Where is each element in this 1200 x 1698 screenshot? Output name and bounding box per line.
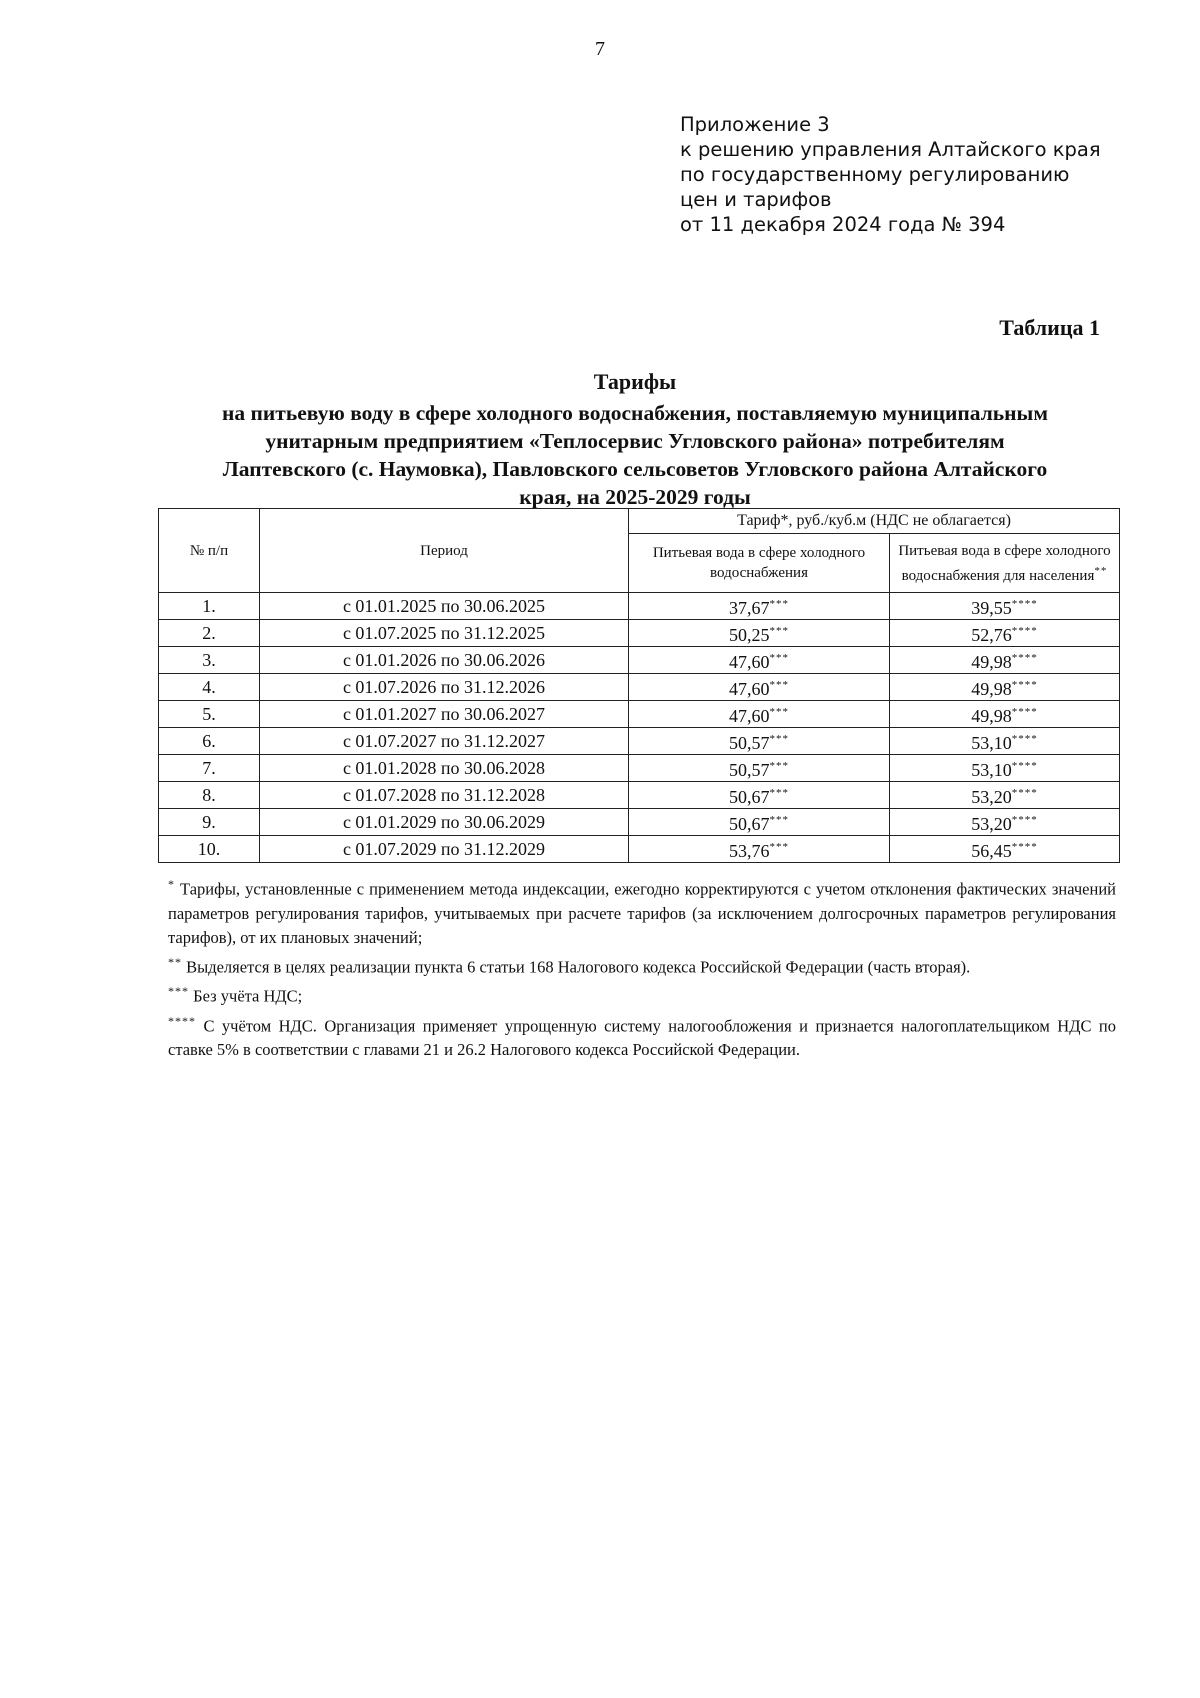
row-tariff-b-value: 49,98 [971,679,1012,699]
row-tariff-b-mark: **** [1011,733,1038,745]
table-row [159,620,1120,647]
row-tariff-b [890,782,1120,809]
row-num-value: 7. [202,758,216,778]
footnote [168,950,1116,980]
row-tariff-a-mark: *** [769,706,789,718]
row-tariff-b [890,647,1120,674]
row-tariff-b-value: 53,20 [971,787,1012,807]
footnotes [168,872,1116,1062]
table-body [159,593,1120,863]
row-num [159,836,260,863]
row-tariff-b [890,701,1120,728]
row-period-value: с 01.01.2027 по 30.06.2027 [342,704,546,724]
row-num-value: 10. [197,839,221,859]
row-tariff-a-mark: *** [769,652,789,664]
title-main: Тарифы [593,369,677,394]
row-tariff-a-value: 47,60 [729,706,770,726]
row-period [260,755,629,782]
appendix-line: Приложение 3 [680,113,830,136]
row-tariff-b-value: 53,20 [971,814,1012,834]
row-period-value: с 01.01.2026 по 30.06.2026 [342,650,546,670]
row-tariff-b-value: 56,45 [971,841,1012,861]
row-tariff-b-value: 49,98 [971,706,1012,726]
row-num-value: 2. [202,623,216,643]
row-tariff-a-value: 53,76 [729,841,770,861]
row-tariff-a [629,782,890,809]
table-row [159,674,1120,701]
row-tariff-b-value: 53,10 [971,733,1012,753]
row-tariff-a [629,755,890,782]
row-tariff-a-value: 50,57 [729,733,770,753]
row-period [260,836,629,863]
row-period-value: с 01.01.2025 по 30.06.2025 [342,596,546,616]
table-label: Таблица 1 [999,315,1100,340]
row-tariff-b-mark: **** [1011,625,1038,637]
table-row [159,647,1120,674]
row-period-value: с 01.01.2028 по 30.06.2028 [342,758,546,778]
row-tariff-b-mark: **** [1011,787,1038,799]
footnote [168,872,1116,950]
row-period [260,593,629,620]
row-tariff-b-mark: **** [1011,841,1038,853]
header-col-b-text: Питьевая вода в сфере холодного водоснабжения для населения [898,542,1111,584]
row-tariff-a-mark: *** [769,733,789,745]
row-tariff-a-value: 47,60 [729,679,770,699]
row-tariff-b [890,809,1120,836]
row-tariff-b [890,593,1120,620]
footnote-text: Выделяется в целях реализации пункта 6 статьи 168 Налогового кодекса Российской Федерации (часть вторая). [182,957,971,976]
title-line: края, на 2025-2029 годы [519,485,751,509]
header-period: Период [260,509,629,593]
table-row [159,836,1120,863]
row-period [260,620,629,647]
row-tariff-a-value: 37,67 [729,598,770,618]
page-number: 7 [595,38,605,60]
row-tariff-b-value: 49,98 [971,652,1012,672]
table-row [159,782,1120,809]
row-tariff-a-value: 50,25 [729,625,770,645]
footnote-mark: *** [168,984,189,998]
header-col-b [890,534,1120,593]
table-row [159,809,1120,836]
row-num [159,809,260,836]
row-num-value: 9. [202,812,216,832]
row-num [159,620,260,647]
row-num [159,782,260,809]
row-tariff-b-value: 52,76 [971,625,1012,645]
appendix-block [680,112,1160,237]
row-tariff-b-mark: **** [1011,679,1038,691]
row-period-value: с 01.07.2029 по 31.12.2029 [342,839,546,859]
title-line: на питьевую воду в сфере холодного водоснабжения, поставляемую муниципальным [222,401,1048,425]
row-num [159,674,260,701]
table-row [159,593,1120,620]
row-period [260,782,629,809]
row-num-value: 6. [202,731,216,751]
footnote [168,1009,1116,1063]
footnote-mark: * [168,877,175,891]
row-tariff-b-mark: **** [1011,760,1038,772]
row-tariff-b [890,755,1120,782]
header-col-a: Питьевая вода в сфере холодного водоснабжения [629,534,890,593]
footnote-mark: ** [168,954,182,969]
row-tariff-a-mark: *** [769,598,789,610]
table-row [159,728,1120,755]
row-num-value: 4. [202,677,216,697]
row-period [260,701,629,728]
row-period-value: с 01.07.2027 по 31.12.2027 [342,731,546,751]
row-tariff-b [890,674,1120,701]
row-tariff-a-value: 50,67 [729,814,770,834]
row-tariff-a-value: 47,60 [729,652,770,672]
appendix-line: к решению управления Алтайского края [680,138,1101,161]
row-period [260,647,629,674]
header-tariff-group: Тариф*, руб./куб.м (НДС не облагается) [629,509,1120,534]
row-tariff-a-mark: *** [769,760,789,772]
header-col-b-mark: ** [1094,564,1108,577]
row-period-value: с 01.07.2028 по 31.12.2028 [342,785,546,805]
footnote-text: Тарифы, установленные с применением метода индексации, ежегодно корректируются с учетом отклонения фактических значений параметров регулирования тарифов, учитываемых при расчете тарифов (за исключением долгосрочных параметров регулирования тарифов), от их плановых значений; [168,879,1116,947]
row-num [159,728,260,755]
row-tariff-b [890,836,1120,863]
row-num [159,755,260,782]
row-tariff-a-mark: *** [769,787,789,799]
document-title [150,368,1120,511]
appendix-line: от 11 декабря 2024 года № 394 [680,213,1006,236]
row-tariff-a [629,620,890,647]
table-row [159,755,1120,782]
tariff-table [158,508,1120,863]
row-tariff-b-value: 39,55 [971,598,1012,618]
row-tariff-b-mark: **** [1011,598,1038,610]
table-row [159,701,1120,728]
row-tariff-a [629,728,890,755]
row-period-value: с 01.07.2026 по 31.12.2026 [342,677,546,697]
title-line: унитарным предприятием «Теплосервис Угловского района» потребителям [265,429,1005,453]
footnote-mark: **** [168,1013,196,1028]
row-tariff-a [629,701,890,728]
row-tariff-a-value: 50,67 [729,787,770,807]
row-tariff-a-value: 50,57 [729,760,770,780]
footnote [168,979,1116,1009]
row-period [260,674,629,701]
row-tariff-b-mark: **** [1011,814,1038,826]
row-tariff-a-mark: *** [769,679,789,691]
row-tariff-a [629,674,890,701]
row-num-value: 8. [202,785,216,805]
row-tariff-a [629,809,890,836]
row-tariff-b-mark: **** [1011,706,1038,718]
row-period [260,809,629,836]
row-tariff-a-mark: *** [769,841,789,853]
row-period-value: с 01.07.2025 по 31.12.2025 [342,623,546,643]
row-num [159,701,260,728]
row-tariff-a-mark: *** [769,625,789,637]
row-num [159,647,260,674]
row-period-value: с 01.01.2029 по 30.06.2029 [342,812,546,832]
row-num-value: 3. [202,650,216,670]
row-tariff-b [890,620,1120,647]
row-tariff-b-value: 53,10 [971,760,1012,780]
row-tariff-b-mark: **** [1011,652,1038,664]
footnote-text: С учётом НДС. Организация применяет упрощенную систему налогообложения и признается налогоплательщиком НДС по ставке 5% в соответствии с главами 21 и 26.2 Налогового кодекса Российской Федерации. [168,1016,1116,1059]
row-num-value: 5. [202,704,216,724]
row-tariff-a [629,593,890,620]
row-tariff-a-mark: *** [769,814,789,826]
row-num [159,593,260,620]
appendix-line: по государственному регулированию [680,163,1070,186]
footnote-text: Без учёта НДС; [189,986,303,1006]
row-num-value: 1. [202,596,216,616]
title-line: Лаптевского (с. Наумовка), Павловского сельсоветов Угловского района Алтайского [222,457,1048,481]
row-period [260,728,629,755]
row-tariff-a [629,836,890,863]
appendix-line: цен и тарифов [680,188,832,211]
row-tariff-a [629,647,890,674]
row-tariff-b [890,728,1120,755]
header-num: № п/п [159,509,260,593]
